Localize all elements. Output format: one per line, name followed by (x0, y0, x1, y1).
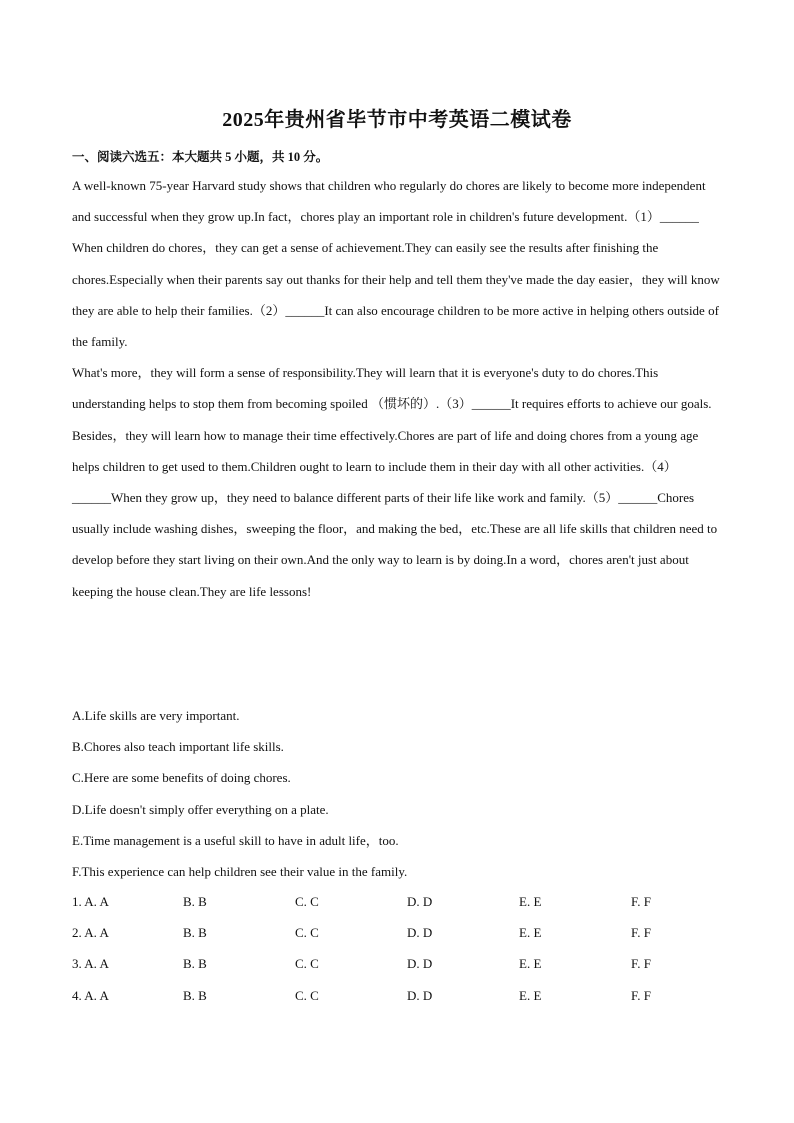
choice-a[interactable]: 2. A. A (72, 925, 109, 941)
choice-d[interactable]: D. D (407, 956, 433, 972)
section-heading: 一、阅读六选五：本大题共 5 小题，共 10 分。 (72, 150, 329, 164)
choice-b[interactable]: B. B (183, 987, 207, 1003)
choice-f[interactable]: F. F (631, 987, 651, 1003)
option-a: A.Life skills are very important. (72, 708, 240, 723)
choice-f[interactable]: F. F (631, 894, 651, 909)
question-row-1 (72, 886, 722, 917)
choice-b[interactable]: B. B (183, 894, 207, 909)
choice-f[interactable]: F. F (631, 925, 651, 941)
choice-e[interactable]: E. E (519, 987, 542, 1003)
choice-c[interactable]: C. C (295, 925, 319, 941)
choice-d[interactable]: D. D (407, 894, 433, 909)
option-e: E.Time management is a useful skill to have in adult life，too. (72, 832, 399, 848)
choice-c[interactable]: C. C (295, 894, 319, 909)
option-f: F.This experience can help children see their value in the family. (72, 864, 408, 880)
choice-f[interactable]: F. F (631, 956, 651, 972)
passage-paragraph: A well-known 75-year Harvard study shows that children who regularly do chores are likely to become more independent and successful when they grow up.In fact，chores play an important role in children's future development.（1）______ (72, 178, 706, 225)
option-d: D.Life doesn't simply offer everything on a plate. (72, 801, 329, 817)
question-list (72, 886, 722, 1011)
choice-b[interactable]: B. B (183, 956, 207, 972)
option-c: C.Here are some benefits of doing chores. (72, 770, 291, 786)
choice-c[interactable]: C. C (295, 956, 319, 972)
choice-c[interactable]: C. C (295, 987, 319, 1003)
option-b: B.Chores also teach important life skills. (72, 739, 284, 755)
question-row-3 (72, 948, 722, 979)
choice-d[interactable]: D. D (407, 925, 433, 941)
choice-e[interactable]: E. E (519, 894, 542, 909)
question-row-2 (72, 917, 722, 948)
choice-b[interactable]: B. B (183, 925, 207, 941)
choice-e[interactable]: E. E (519, 925, 542, 941)
reading-passage (72, 170, 722, 607)
passage-paragraph: What's more，they will form a sense of responsibility.They will learn that it is everyone's duty to do chores.This understanding helps to stop them from becoming spoiled （惯坏的）.（3）______It requires efforts to achieve our goals. (72, 365, 712, 412)
page-title: 2025年贵州省毕节市中考英语二模试卷 (222, 109, 572, 131)
choice-a[interactable]: 4. A. A (72, 987, 109, 1003)
choice-a[interactable]: 3. A. A (72, 956, 109, 972)
choice-d[interactable]: D. D (407, 987, 433, 1003)
passage-paragraph: Besides，they will learn how to manage their time effectively.Chores are part of life and doing chores from a young age helps children to get used to them.Children ought to learn to include them in their day with all other activities.（4）______When they grow up，they need to balance different parts of their life like work and family.（5）______Chores usually include washing dishes，sweeping the floor，and making the bed，etc.These are all life skills that children need to develop before they start living on their own.And the only way to learn is by doing.In a word，chores aren't just about keeping the house clean.They are life lessons! (72, 427, 718, 599)
question-row-4 (72, 980, 722, 1011)
choice-a[interactable]: 1. A. A (72, 894, 109, 909)
choice-e[interactable]: E. E (519, 956, 542, 972)
passage-paragraph: When children do chores，they can get a sense of achievement.They can easily see the results after finishing the chores.Especially when their parents say out thanks for their help and tell them they've made the day easier，they will know they are able to help their families.（2）______It can also encourage children to be more active in helping others outside of the family. (72, 240, 720, 350)
answer-options (72, 700, 722, 887)
